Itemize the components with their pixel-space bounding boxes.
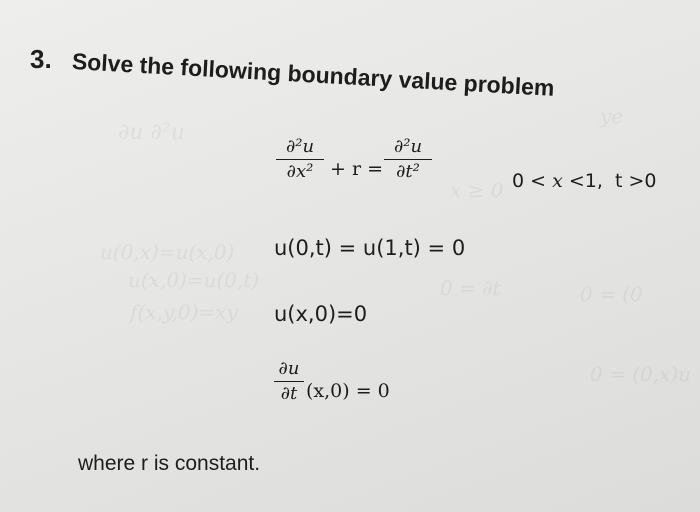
bleed-through-decoration: 0 = ∂t (440, 276, 501, 300)
bleed-through-decoration: x ≥ 0 (450, 178, 504, 202)
fraction-bar (274, 381, 304, 382)
closing-text: where r is constant. (78, 452, 261, 475)
bleed-through-decoration: f(x,y,0)=xy (130, 300, 238, 324)
initial-velocity-denominator: ∂t (280, 383, 298, 404)
x-range-suffix: <1, (568, 170, 603, 192)
pde-rhs-numerator: ∂²u (393, 136, 423, 157)
bleed-through-decoration: ∂u ∂²u (118, 120, 185, 145)
initial-velocity-rest: (x,0) = 0 (306, 380, 390, 402)
boundary-condition-2: u(x,0)=0 (274, 302, 368, 326)
problem-number: 3. (30, 44, 52, 74)
problem-statement: Solve the following boundary value problem (71, 48, 556, 101)
fraction-bar (276, 159, 324, 160)
pde-rhs-denominator: ∂t² (396, 161, 420, 182)
bleed-through-decoration: u(0,x)=u(x,0) (100, 240, 235, 264)
bleed-through-decoration: ye (600, 104, 624, 128)
pde-rhs-fraction (384, 136, 432, 183)
pde-lhs-numerator: ∂²u (285, 136, 315, 157)
x-range-prefix: 0 < (512, 170, 547, 192)
bleed-through-decoration: 0 = (0 (580, 282, 643, 306)
fraction-bar (384, 159, 432, 160)
pde-lhs-denominator: ∂x² (286, 161, 314, 182)
boundary-condition-1: u(0,t) = u(1,t) = 0 (274, 236, 466, 260)
domain-condition (512, 170, 656, 192)
bleed-through-decoration: 0 = (0,x)u (590, 362, 692, 386)
t-condition: t >0 (614, 170, 657, 192)
pde-lhs-fraction (276, 136, 324, 183)
initial-velocity-numerator: ∂u (278, 358, 300, 379)
initial-velocity-fraction (274, 358, 304, 405)
bleed-through-decoration: u(x,0)=u(0,t) (128, 268, 260, 292)
x-variable: x (552, 170, 563, 192)
pde-plus-r-operator: + r = (330, 158, 384, 180)
